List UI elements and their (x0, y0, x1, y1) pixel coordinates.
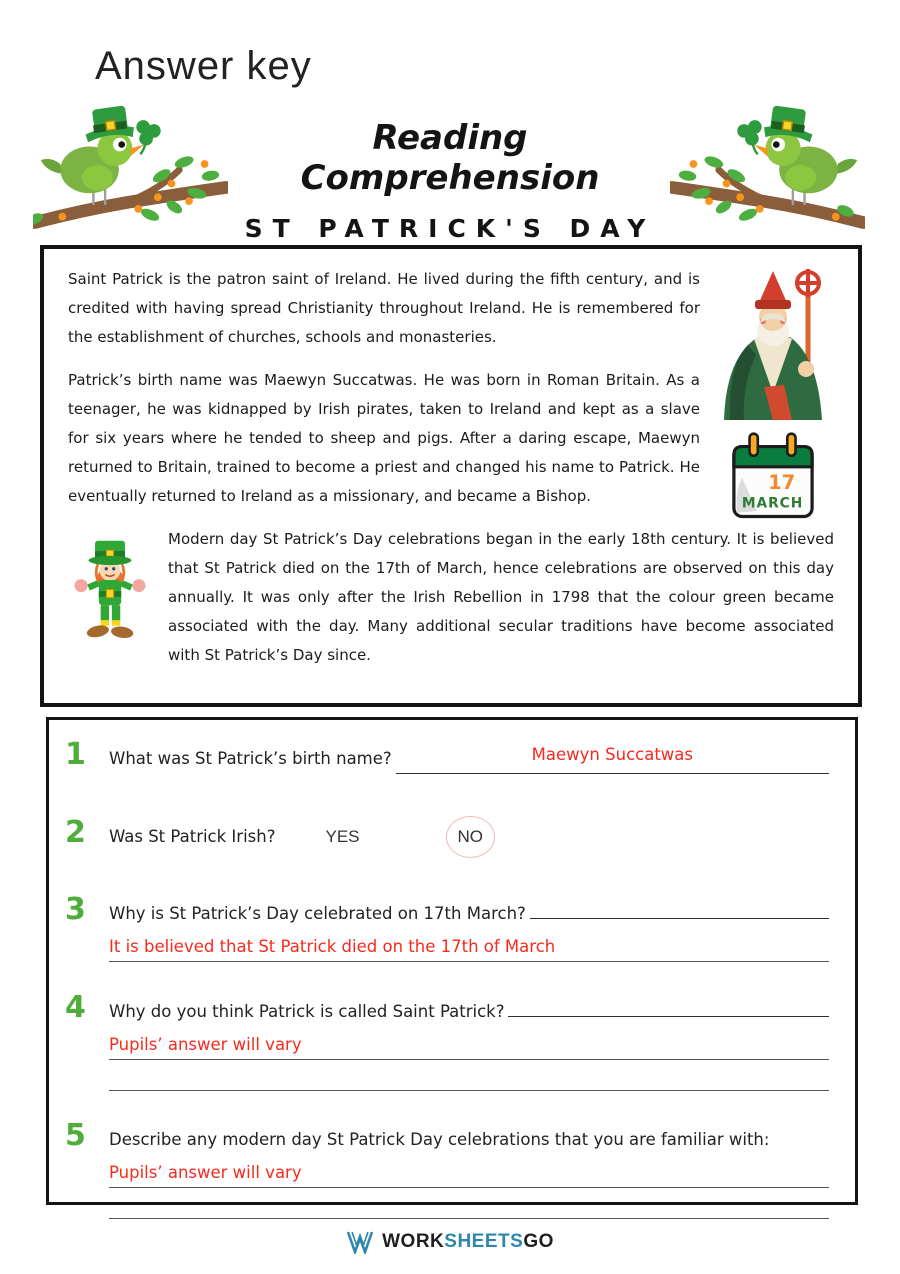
reading-passage-box (40, 245, 862, 707)
question-4-answer-line[interactable] (109, 1035, 829, 1060)
bird-on-branch-right-illustration (670, 98, 865, 233)
question-3-row (65, 894, 829, 925)
question-1-text: What was St Patrick’s birth name? (109, 749, 392, 768)
calendar-17-march-icon (727, 430, 819, 522)
question-2-text: Was St Patrick Irish? (109, 827, 276, 846)
question-1-answer-field[interactable] (396, 745, 829, 774)
worksheetsgo-logo-icon (346, 1230, 374, 1254)
question-2-number: 2 (65, 815, 86, 850)
bird-on-branch-left-illustration (33, 98, 228, 233)
st-patrick-illustration (714, 265, 832, 420)
question-5-answer: Pupils’ answer will vary (109, 1163, 302, 1182)
question-1-answer: Maewyn Succatwas (531, 745, 693, 764)
calendar-day: 17 (768, 470, 796, 494)
brand-go: GO (523, 1231, 554, 1252)
question-5-text: Describe any modern day St Patrick Day celebrations that you are familiar with: (109, 1130, 770, 1149)
passage-right-artwork (712, 265, 834, 522)
question-3-number: 3 (65, 892, 86, 927)
option-no-circled[interactable]: NO (446, 816, 496, 858)
question-3-block (65, 894, 829, 962)
questions-box (46, 717, 858, 1205)
leprechaun-illustration (68, 531, 152, 643)
calendar-month: MARCH (741, 495, 804, 512)
passage-paragraph-1: Saint Patrick is the patron saint of Ireland. He lived during the fifth century, and is credited with having spread Christianity throughout Ireland. He is remembered for the establishment of churches, schools and monasteries. (68, 270, 700, 346)
question-5-number: 5 (65, 1118, 86, 1153)
question-4-extra-line[interactable] (109, 1060, 829, 1091)
question-3-answer-line[interactable] (109, 937, 829, 962)
passage-paragraph-3-block (68, 525, 834, 670)
passage-paragraph-2: Patrick’s birth name was Maewyn Succatwas. He was born in Roman Britain. As a teenager, he was kidnapped by Irish pirates, taken to Ireland and kept as a slave for six years where he tended to sheep and pigs. After a daring escape, Maewyn returned to Britain, trained to become a priest and changed his name to Patrick. He eventually returned to Ireland as a missionary, and became a Bishop. (68, 371, 700, 505)
question-3-text: Why is St Patrick’s Day celebrated on 17th March? (109, 904, 526, 923)
question-4-answer: Pupils’ answer will vary (109, 1035, 302, 1054)
question-4-block (65, 992, 829, 1091)
header-subtitle: ST PATRICK'S DAY (244, 214, 656, 243)
question-4-row (65, 992, 829, 1023)
header (225, 118, 675, 243)
brand-sheets: SHEETS (444, 1231, 524, 1252)
question-1-number: 1 (65, 737, 86, 772)
question-5-block (65, 1118, 829, 1219)
question-5-row (65, 1118, 829, 1153)
question-4-number: 4 (65, 990, 86, 1025)
question-4-text: Why do you think Patrick is called Saint Patrick? (109, 1002, 505, 1021)
question-4-answer-field[interactable] (508, 992, 829, 1017)
option-yes[interactable]: YES (325, 827, 360, 846)
question-3-answer-field[interactable] (530, 894, 829, 919)
passage-paragraph-3: Modern day St Patrick’s Day celebrations began in the early 18th century. It is believed that St Patrick died on the 17th of March, hence celebrations are observed on this day annually. It was only after the Irish Rebellion in 1798 that the colour green became associated with the day. Many additional secular traditions have become associated with St Patrick’s Day since. (168, 530, 834, 664)
footer (0, 1230, 900, 1254)
brand-text (382, 1231, 554, 1253)
question-1-row (65, 737, 829, 774)
question-3-answer: It is believed that St Patrick died on the 17th of March (109, 937, 556, 956)
passage (68, 265, 834, 670)
header-title: Reading Comprehension (300, 118, 600, 198)
page-title: Answer key (95, 44, 312, 88)
question-2-row (65, 816, 829, 858)
question-5-answer-line[interactable] (109, 1163, 829, 1188)
question-5-extra-line[interactable] (109, 1188, 829, 1219)
brand-work: WORK (382, 1231, 445, 1252)
